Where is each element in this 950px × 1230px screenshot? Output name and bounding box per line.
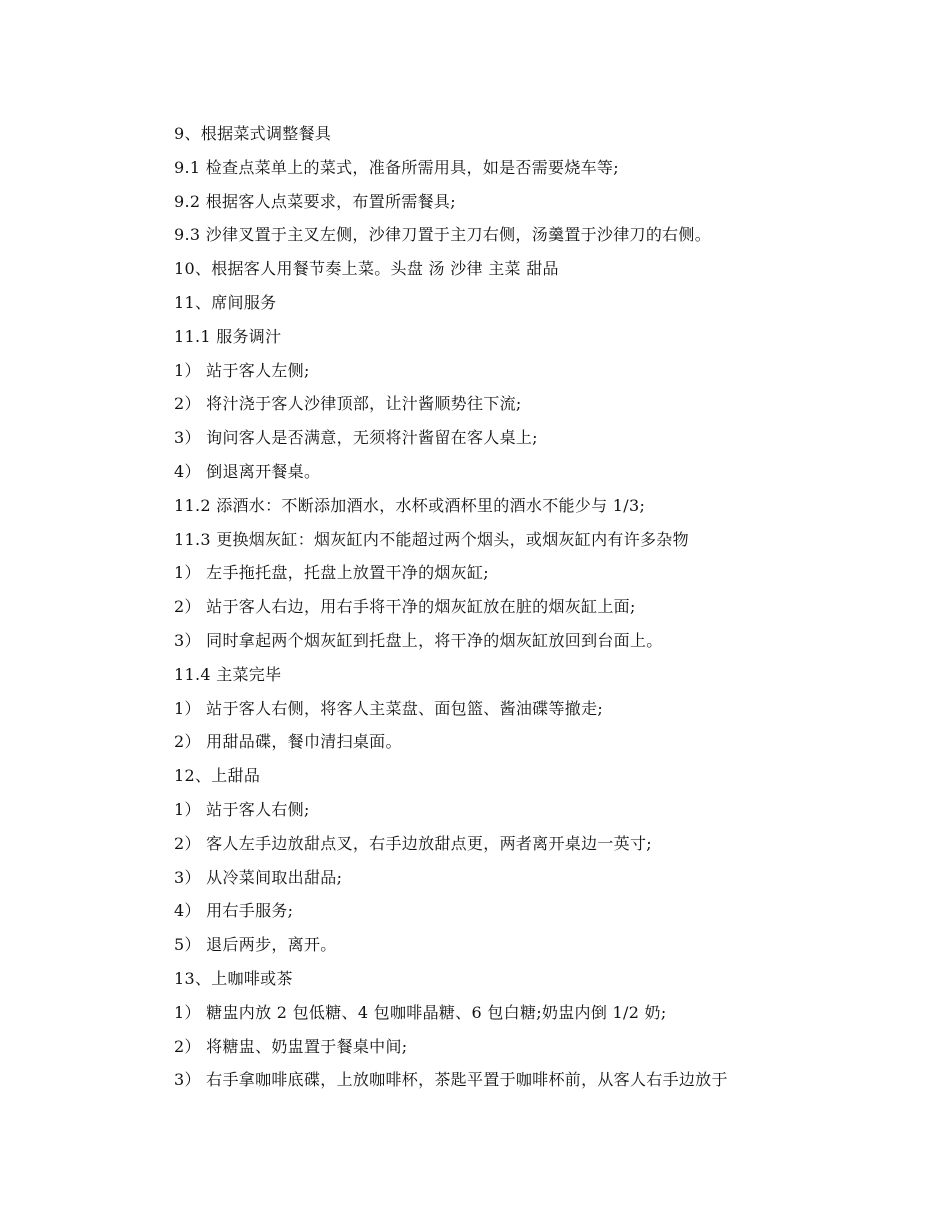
list-item: 4） 倒退离开餐桌。 — [174, 461, 321, 481]
list-item: 2） 客人左手边放甜点叉，右手边放甜点更，两者离开桌边一英寸; — [174, 833, 652, 853]
list-item: 2） 站于客人右边，用右手将干净的烟灰缸放在脏的烟灰缸上面; — [174, 597, 636, 617]
list-item: 3） 右手拿咖啡底碟，上放咖啡杯，茶匙平置于咖啡杯前，从客人右手边放于 — [174, 1070, 728, 1090]
subheading-11-1: 11.1 服务调汁 — [174, 326, 282, 346]
list-item: 4） 用右手服务; — [174, 901, 294, 921]
list-item: 1） 站于客人右侧，将客人主菜盘、面包篮、酱油碟等撤走; — [174, 698, 604, 718]
list-item: 1） 站于客人左侧; — [174, 360, 310, 380]
list-item: 3） 同时拿起两个烟灰缸到托盘上，将干净的烟灰缸放回到台面上。 — [174, 630, 663, 650]
paragraph-11-2: 11.2 添酒水：不断添加酒水，水杯或酒杯里的酒水不能少与 1/3; — [174, 495, 646, 515]
list-item: 2） 用甜品碟，餐巾清扫桌面。 — [174, 732, 402, 752]
list-item: 1） 左手拖托盘，托盘上放置干净的烟灰缸; — [174, 563, 489, 583]
paragraph-11-3: 11.3 更换烟灰缸：烟灰缸内不能超过两个烟头，或烟灰缸内有许多杂物 — [174, 529, 689, 549]
heading-9: 9、根据菜式调整餐具 — [174, 124, 332, 143]
heading-12: 12、上甜品 — [174, 766, 261, 786]
document-body — [174, 117, 854, 1097]
heading-10: 10、根据客人用餐节奏上菜。头盘 汤 沙律 主菜 甜品 — [174, 259, 559, 279]
heading-11: 11、席间服务 — [174, 292, 277, 312]
list-item: 2） 将糖盅、奶盅置于餐桌中间; — [174, 1036, 408, 1056]
list-item: 3） 从冷菜间取出甜品; — [174, 867, 343, 887]
heading-13: 13、上咖啡或茶 — [174, 968, 293, 988]
paragraph-9-3: 9.3 沙律叉置于主叉左侧，沙律刀置于主刀右侧，汤羹置于沙律刀的右侧。 — [174, 225, 712, 245]
paragraph-9-2: 9.2 根据客人点菜要求，布置所需餐具; — [174, 191, 456, 211]
list-item: 5） 退后两步，离开。 — [174, 935, 337, 955]
list-item: 1） 站于客人右侧; — [174, 799, 310, 819]
subheading-11-4: 11.4 主菜完毕 — [174, 664, 282, 684]
list-item: 3） 询问客人是否满意，无须将汁酱留在客人桌上; — [174, 428, 538, 448]
list-item: 1） 糖盅内放 2 包低糖、4 包咖啡晶糖、6 包白糖;奶盅内倒 1/2 奶; — [174, 1002, 667, 1022]
list-item: 2） 将汁浇于客人沙律顶部，让汁酱顺势往下流; — [174, 394, 522, 414]
paragraph-9-1: 9.1 检查点菜单上的菜式，准备所需用具，如是否需要烧车等; — [174, 157, 619, 177]
